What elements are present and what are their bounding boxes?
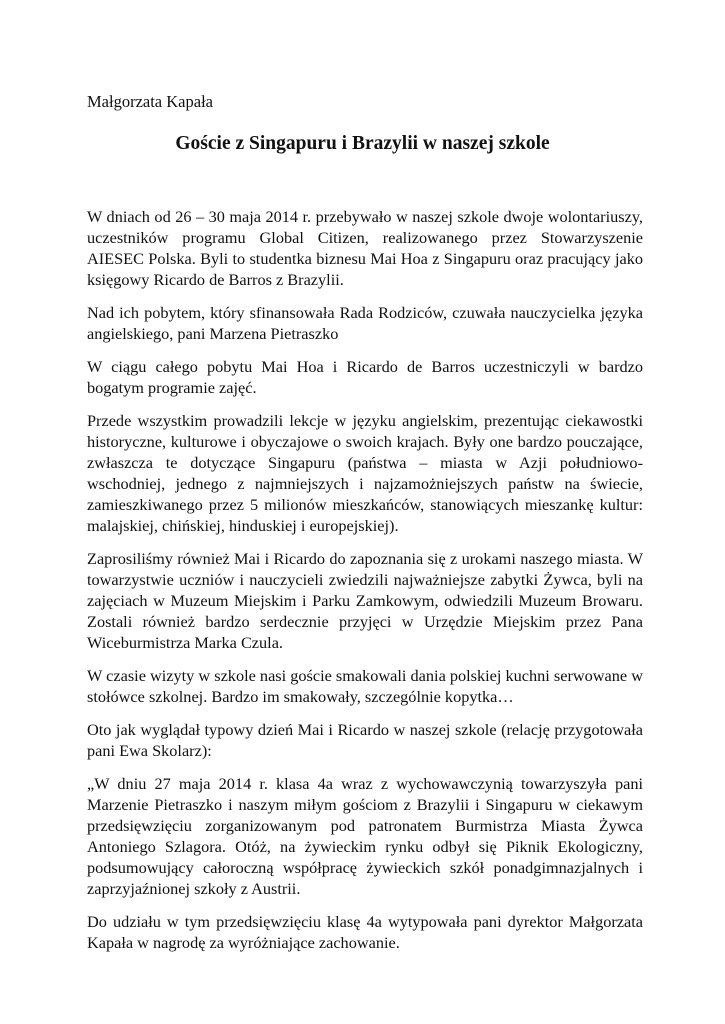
paragraph-6: W czasie wizyty w szkole nasi goście smakowali dania polskiej kuchni serwowane w stołówce szkolnej. Bardzo im smakowały, szczególnie kopytka…: [87, 666, 643, 706]
paragraph-3: W ciągu całego pobytu Mai Hoa i Ricardo de Barros uczestniczyli w bardzo bogatym programie zajęć.: [87, 357, 643, 397]
paragraph-9: Do udziału w tym przedsięwzięciu klasę 4a wytypowała pani dyrektor Małgorzata Kapała w nagrodę za wyróżniające zachowanie.: [87, 912, 643, 952]
author-name: Małgorzata Kapała: [87, 92, 213, 111]
paragraph-5: Zaprosiliśmy również Mai i Ricardo do zapoznania się z urokami naszego miasta. W towarzystwie uczniów i nauczycieli zwiedzili najważniejsze zabytki Żywca, byli na zajęciach w Muzeum Miejskim i Parku Zamkowym, odwiedzili Muzeum Browaru. Zostali również bardzo serdecznie przyjęci w Urzędzie Miejskim przez Pana Wiceburmistrza Marka Czula.: [87, 549, 643, 652]
article-body: [87, 206, 643, 965]
paragraph-4: Przede wszystkim prowadzili lekcje w języku angielskim, prezentując ciekawostki historyczne, kulturowe i obyczajowe o swoich krajach. Były one bardzo pouczające, zwłaszcza te dotyczące Singapuru (państwa – miasta w Azji południowo-wschodniej, jednego z najmniejszych i najzamożniejszych państw na świecie, zamieszkiwanego przez 5 milionów mieszkańców, stanowiących mieszankę kultur: malajskiej, chińskiej, hinduskiej i europejskiej).: [87, 411, 643, 535]
article-title: Goście z Singapuru i Brazylii w naszej szkole: [175, 133, 550, 154]
paragraph-2: Nad ich pobytem, który sfinansowała Rada Rodziców, czuwała nauczycielka języka angielskiego, pani Marzena Pietraszko: [87, 303, 643, 343]
paragraph-1: W dniach od 26 – 30 maja 2014 r. przebywało w naszej szkole dwoje wolontariuszy, uczestników programu Global Citizen, realizowanego przez Stowarzyszenie AIESEC Polska. Byli to studentka biznesu Mai Hoa z Singapuru oraz pracujący jako księgowy Ricardo de Barros z Brazylii.: [87, 207, 643, 289]
paragraph-7: Oto jak wyglądał typowy dzień Mai i Ricardo w naszej szkole (relację przygotowała pani Ewa Skolarz):: [87, 720, 643, 760]
paragraph-8: „W dniu 27 maja 2014 r. klasa 4a wraz z wychowawczynią towarzyszyła pani Marzenie Pietraszko i naszym miłym gościom z Brazylii i Singapuru w ciekawym przedsięwzięciu zorganizowanym pod patronatem Burmistrza Miasta Żywca Antoniego Szlagora. Otóż, na żywieckim rynku odbył się Piknik Ekologiczny, podsumowujący całoroczną współpracę żywieckich szkół ponadgimnazjalnych i zaprzyjaźnionej szkoły z Austrii.: [87, 774, 643, 898]
